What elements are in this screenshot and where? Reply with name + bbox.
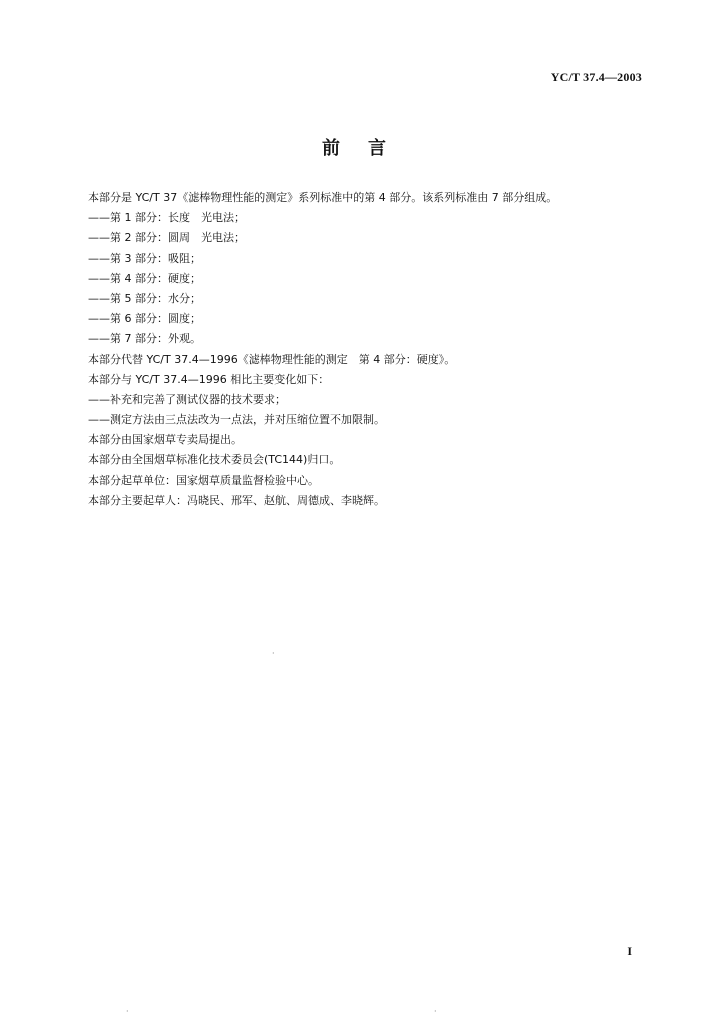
standard-number: YC/T 37.4—2003 [550,70,642,84]
list-item-part-6: ——第 6 部分：圆度； [88,312,201,326]
paragraph-intro: 本部分是 YC/T 37《滤棒物理性能的测定》系列标准中的第 4 部分。该系列标准由 7 部分组成。 [88,191,558,204]
list-item-part-5: ——第 5 部分：水分； [88,291,201,305]
list-item-change-1: ——补充和完善了测试仪器的技术要求； [88,392,286,406]
foreword-body [88,188,648,511]
list-item-change-2: ——测定方法由三点法改为一点法，并对压缩位置不加限制。 [88,413,385,427]
scan-speck: · [126,1007,129,1016]
paragraph-drafters: 本部分主要起草人：冯晓民、邢军、赵航、周德成、李晓辉。 [88,493,385,507]
paragraph-proposed-by: 本部分由国家烟草专卖局提出。 [88,433,242,447]
paragraph-administered-by: 本部分由全国烟草标准化技术委员会(TC144)归口。 [88,453,341,467]
paragraph-replaces: 本部分代替 YC/T 37.4—1996《滤棒物理性能的测定 第 4 部分：硬度》。 [88,352,456,366]
page-title: 前言 [322,138,414,159]
list-item-part-2: ——第 2 部分：圆周 光电法； [88,231,245,245]
paragraph-changes-intro: 本部分与 YC/T 37.4—1996 相比主要变化如下： [88,372,330,386]
list-item-part-1: ——第 1 部分：长度 光电法； [88,211,245,225]
list-item-part-4: ——第 4 部分：硬度； [88,271,201,285]
scan-speck: · [272,649,275,658]
list-item-part-7: ——第 7 部分：外观。 [88,332,201,346]
list-item-part-3: ——第 3 部分：吸阻； [88,251,201,265]
page-number: I [627,944,632,958]
scan-speck: · [434,1007,437,1016]
paragraph-drafting-unit: 本部分起草单位：国家烟草质量监督检验中心。 [88,473,319,487]
